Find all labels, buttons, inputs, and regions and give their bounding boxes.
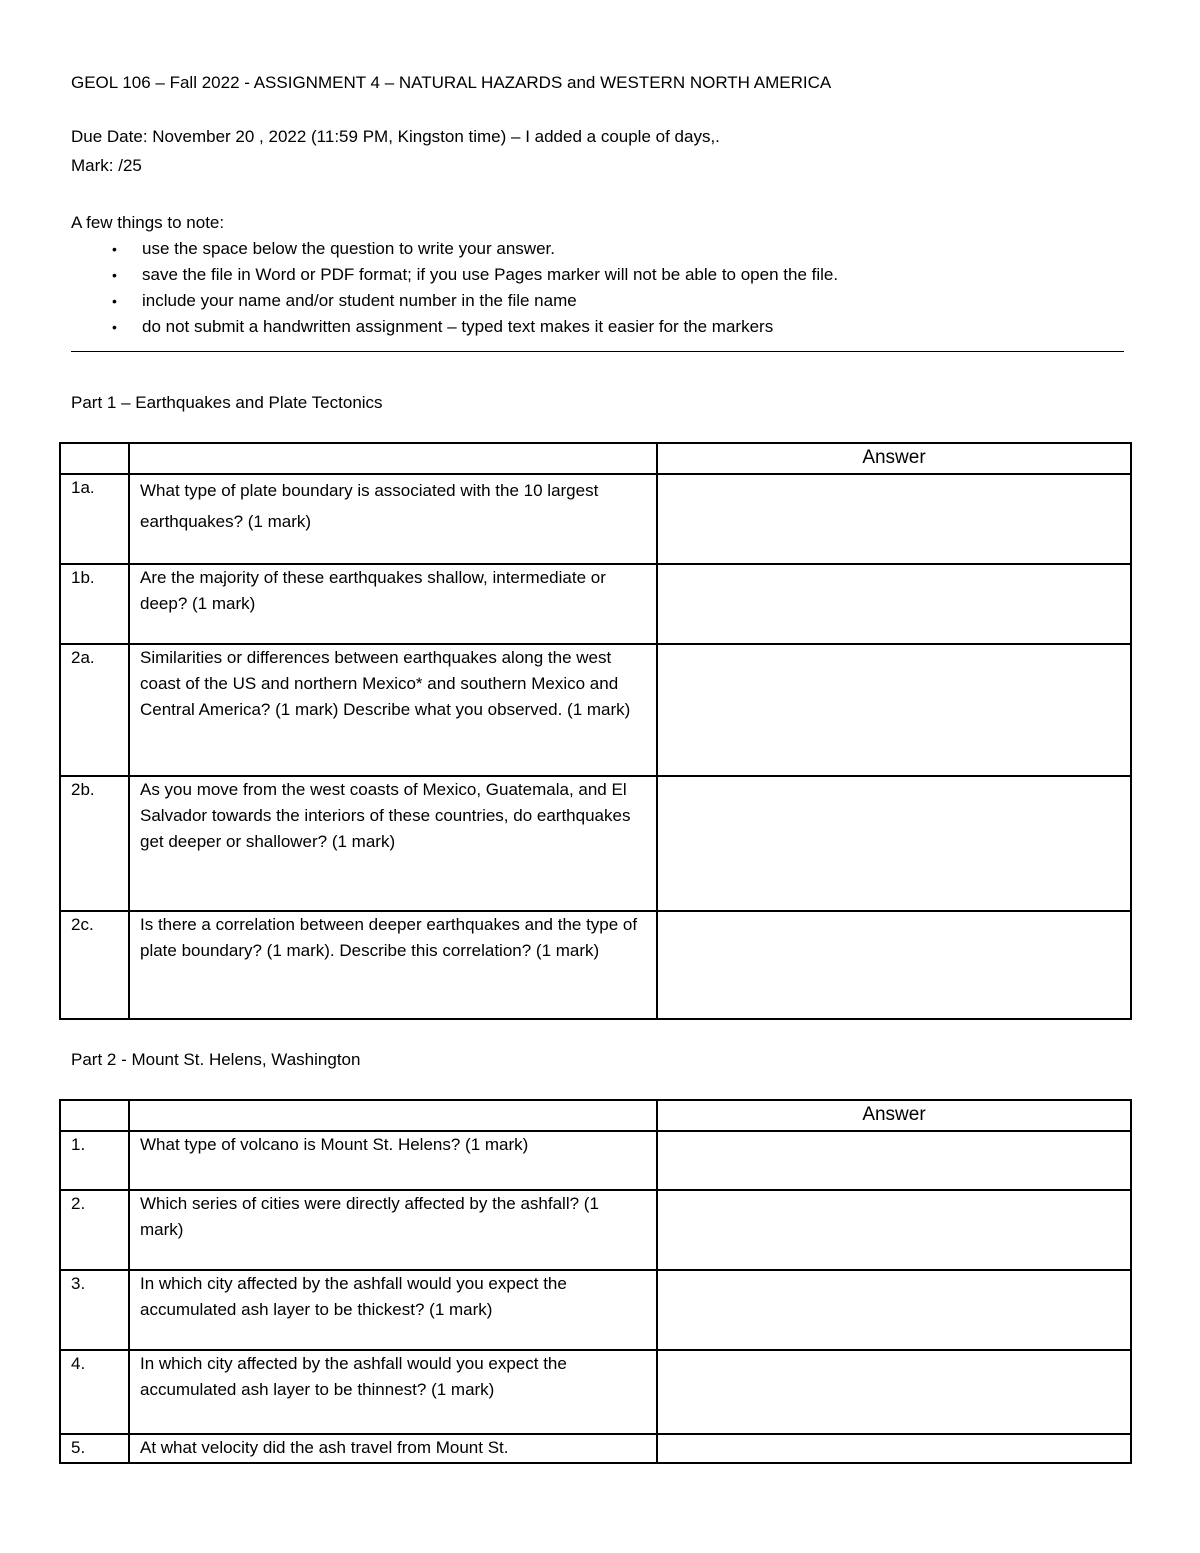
bullet-icon: • (112, 319, 117, 335)
header-cell-num (60, 443, 129, 474)
question-number: 1b. (60, 564, 129, 644)
list-item: • include your name and/or student number in the file name (71, 288, 838, 314)
table-header-row (60, 1100, 1131, 1131)
question-number: 1a. (60, 474, 129, 564)
question-number: 5. (60, 1434, 129, 1463)
table-header-row (60, 443, 1131, 474)
header-cell-question (129, 443, 657, 474)
table-row (60, 1131, 1131, 1190)
table-row (60, 1434, 1131, 1463)
due-date: Due Date: November 20 , 2022 (11:59 PM, Kingston time) – I added a couple of days,. (71, 127, 720, 146)
part2-title: Part 2 - Mount St. Helens, Washington (71, 1050, 361, 1069)
notes-intro: A few things to note: (71, 213, 225, 232)
table-row (60, 564, 1131, 644)
question-number: 4. (60, 1350, 129, 1434)
question-text: Is there a correlation between deeper earthquakes and the type of plate boundary? (1 mark). Describe this correlation? (1 mark) (129, 911, 657, 1019)
horizontal-divider (71, 351, 1124, 352)
table-row (60, 644, 1131, 776)
list-item: • use the space below the question to write your answer. (71, 236, 838, 262)
question-text: Which series of cities were directly affected by the ashfall? (1 mark) (129, 1190, 657, 1270)
table-row (60, 474, 1131, 564)
question-text: As you move from the west coasts of Mexico, Guatemala, and El Salvador towards the interiors of these countries, do earthquakes get deeper or shallower? (1 mark) (129, 776, 657, 911)
question-number: 2b. (60, 776, 129, 911)
answer-cell[interactable] (657, 1131, 1131, 1190)
notes-list (71, 236, 838, 340)
list-item: • do not submit a handwritten assignment – typed text makes it easier for the markers (71, 314, 838, 340)
table-row (60, 776, 1131, 911)
question-number: 2a. (60, 644, 129, 776)
table-row (60, 911, 1131, 1019)
header-cell-num (60, 1100, 129, 1131)
question-text: In which city affected by the ashfall would you expect the accumulated ash layer to be thinnest? (1 mark) (129, 1350, 657, 1434)
answer-cell[interactable] (657, 776, 1131, 911)
notes-section (71, 210, 838, 340)
answer-header: Answer (657, 443, 1131, 474)
bullet-icon: • (112, 293, 117, 309)
question-number: 3. (60, 1270, 129, 1350)
part2-table (59, 1099, 1132, 1464)
part1-table (59, 442, 1132, 1020)
table-row (60, 1270, 1131, 1350)
answer-header: Answer (657, 1100, 1131, 1131)
part1-title: Part 1 – Earthquakes and Plate Tectonics (71, 393, 383, 412)
answer-cell[interactable] (657, 1270, 1131, 1350)
answer-cell[interactable] (657, 564, 1131, 644)
bullet-icon: • (112, 267, 117, 283)
question-text: What type of plate boundary is associated with the 10 largest earthquakes? (1 mark) (129, 474, 657, 564)
question-number: 2c. (60, 911, 129, 1019)
table-row (60, 1350, 1131, 1434)
question-text: Are the majority of these earthquakes shallow, intermediate or deep? (1 mark) (129, 564, 657, 644)
mark-total: Mark: /25 (71, 156, 142, 175)
list-item: • save the file in Word or PDF format; if you use Pages marker will not be able to open the file. (71, 262, 838, 288)
answer-cell[interactable] (657, 474, 1131, 564)
answer-cell[interactable] (657, 1190, 1131, 1270)
question-text: In which city affected by the ashfall would you expect the accumulated ash layer to be thickest? (1 mark) (129, 1270, 657, 1350)
answer-cell[interactable] (657, 911, 1131, 1019)
answer-cell[interactable] (657, 1350, 1131, 1434)
table-row (60, 1190, 1131, 1270)
bullet-icon: • (112, 241, 117, 257)
answer-cell[interactable] (657, 1434, 1131, 1463)
question-number: 1. (60, 1131, 129, 1190)
header-cell-question (129, 1100, 657, 1131)
question-text: Similarities or differences between earthquakes along the west coast of the US and northern Mexico* and southern Mexico and Central America? (1 mark) Describe what you observed. (1 mark) (129, 644, 657, 776)
document-title: GEOL 106 – Fall 2022 - ASSIGNMENT 4 – NATURAL HAZARDS and WESTERN NORTH AMERICA (71, 73, 832, 92)
question-number: 2. (60, 1190, 129, 1270)
question-text: What type of volcano is Mount St. Helens? (1 mark) (129, 1131, 657, 1190)
question-text: At what velocity did the ash travel from Mount St. (129, 1434, 657, 1463)
answer-cell[interactable] (657, 644, 1131, 776)
